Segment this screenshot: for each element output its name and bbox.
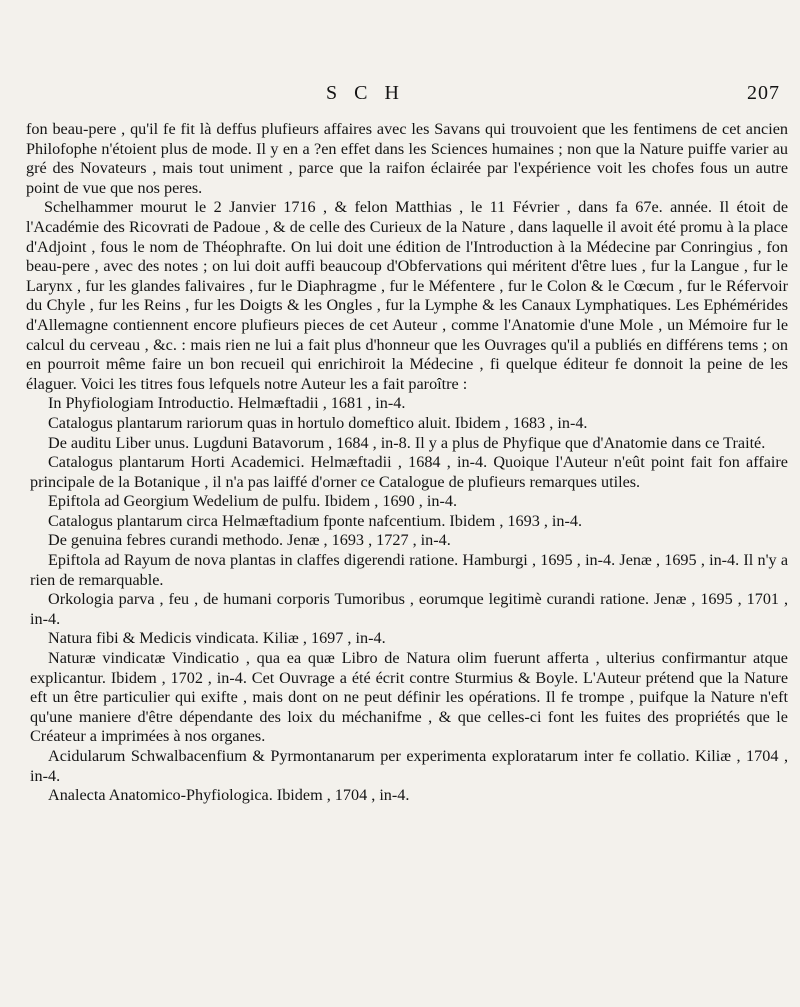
bibliography-entry: De genuina febres curandi methodo. Jenæ , 1693 , 1727 , in-4. <box>48 531 451 550</box>
page-body <box>26 120 788 806</box>
bibliography-entry: Naturæ vindicatæ Vindicatio , qua ea quæ Libro de Natura olim fuerunt afferta , ulterius confirmantur atque explicantur. Ibidem , 1702 , in-4. Cet Ouvrage a été écrit contre Sturmius & Boyle. L'Auteur prétend que la Nature eft un être particulier qui exifte , mais dont on ne peut définir les opérations. Il fe trompe , puifque la Nature n'eft qu'une maniere d'être dépendante des loix du méchanifme , & que celles-ci font les fuites des propriétés que le Créateur a imprimées à nos organes. <box>30 649 788 746</box>
bibliography-entry: Catalogus plantarum rariorum quas in hortulo domeftico aluit. Ibidem , 1683 , in-4. <box>48 413 588 432</box>
paragraph-continuation: fon beau-pere , qu'il fe fit là deffus plufieurs affaires avec les Savans qui trouvoient que les fentimens de cet ancien Philofophe n'étoient plus de mode. Il y en a ?en effet dans les Sciences humaines ; non que la Nature puiffe varier au gré des Novateurs , mais tout uniment , parce que la raifon éclairée par l'expérience voit les chofes fous un autre point de vue que nos peres. <box>26 120 788 197</box>
bibliography-entry: Orkologia parva , feu , de humani corporis Tumoribus , eorumque legitimè curandi ratione. Jenæ , 1695 , 1701 , in-4. <box>30 590 788 628</box>
bibliography-entry: Natura fibi & Medicis vindicata. Kiliæ , 1697 , in-4. <box>48 629 386 648</box>
bibliography-entry: De auditu Liber unus. Lugduni Batavorum , 1684 , in-8. Il y a plus de Phyfique que d'Anatomie dans ce Traité. <box>48 433 766 452</box>
page-number: 207 <box>747 82 780 104</box>
bibliography-entry: Acidularum Schwalbacenfium & Pyrmontanarum per experimenta exploratarum inter fe collatio. Kiliæ , 1704 , in-4. <box>30 747 788 785</box>
bibliography-entry: Catalogus plantarum Horti Academici. Helmæftadii , 1684 , in-4. Quoique l'Auteur n'eût point fait fon affaire principale de la Botanique , il n'a pas laiffé d'orner ce Catalogue de plufieurs remarques utiles. <box>30 453 788 491</box>
running-head-title: S C H <box>326 82 405 104</box>
bibliography-entry: Epiftola ad Rayum de nova plantas in claffes digerendi ratione. Hamburgi , 1695 , in-4. Jenæ , 1695 , in-4. Il n'y a rien de remarquable. <box>30 551 788 589</box>
bibliography-entry: In Phyfiologiam Introductio. Helmæftadii , 1681 , in-4. <box>48 394 406 413</box>
bibliography-entry: Catalogus plantarum circa Helmæftadium fponte nafcentium. Ibidem , 1693 , in-4. <box>48 511 583 530</box>
paragraph-biography: Schelhammer mourut le 2 Janvier 1716 , & felon Matthias , le 11 Février , dans fa 67e. année. Il étoit de l'Académie des Ricovrati de Padoue , & de celle des Curieux de la Nature , dans laquelle il avoit été promu à la place d'Adjoint , fous le nom de Théophrafte. On lui doit une édition de l'Introduction à la Médecine par Conringius , fon beau-pere , avec des notes ; on lui doit auffi beaucoup d'Obfervations qui méritent d'être lues , fur la Langue , fur le Larynx , fur les glandes falivaires , fur le Diaphragme , fur le Méfentere , fur le Colon & le Cœcum , fur le Réfervoir du Chyle , fur les Reins , fur les Doigts & les Ongles , fur la Lymphe & les Canaux Lymphatiques. Les Ephémérides d'Allemagne contiennent encore plufieurs pieces de cet Auteur , comme l'Anatomie d'une Mole , un Mémoire fur le calcul du cerveau , &c. : mais rien ne lui a fait plus d'honneur que les Ouvrages qu'il a publiés en différens tems ; on en pourroit même faire un bon recueil qui enrichiroit la Médecine , fi quelque éditeur fe donnoit la peine de les élaguer. Voici les titres fous lefquels notre Auteur les a fait paroître : <box>26 198 788 393</box>
bibliography-entry: Analecta Anatomico-Phyfiologica. Ibidem , 1704 , in-4. <box>48 786 410 805</box>
bibliography-entry: Epiftola ad Georgium Wedelium de pulfu. Ibidem , 1690 , in-4. <box>48 492 458 511</box>
